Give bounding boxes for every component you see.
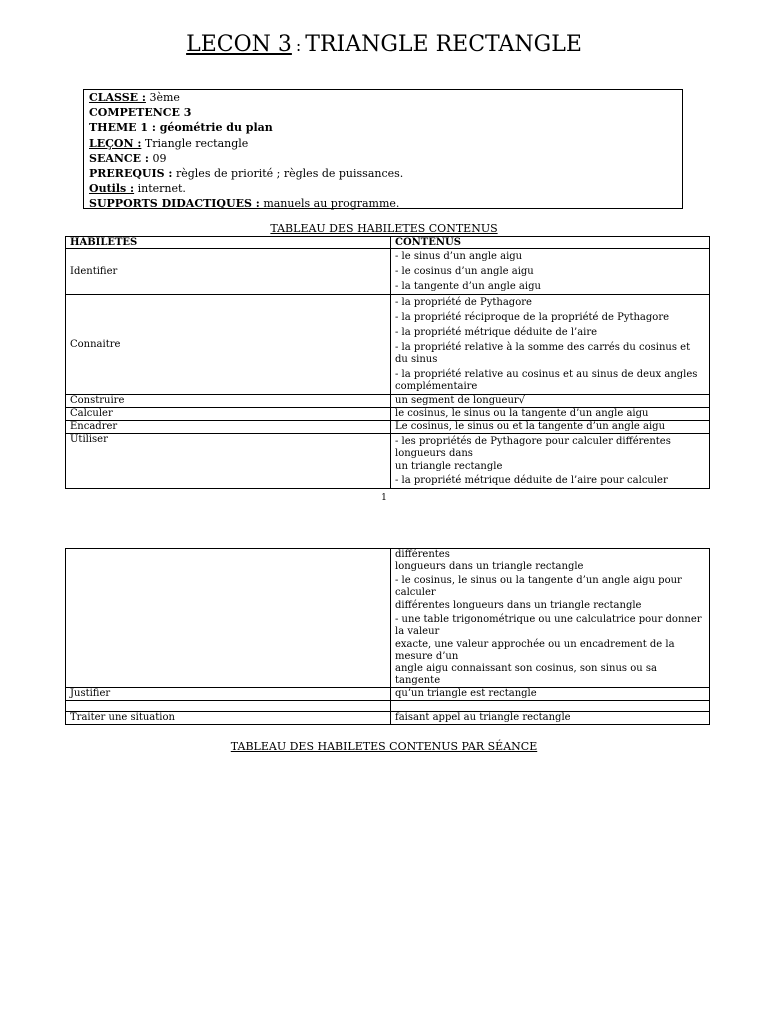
habilete-continuation [66, 549, 391, 688]
info-outils: Outils : internet. [89, 182, 186, 196]
info-supports: SUPPORTS DIDACTIQUES : manuels au programme. [89, 197, 400, 211]
table-row [66, 395, 710, 408]
info-competence: COMPETENCE 3 [89, 106, 192, 120]
table-row [66, 688, 710, 701]
empty-cell [391, 701, 710, 712]
title-separator: : [295, 36, 302, 55]
contenu-calculer: le cosinus, le sinus ou la tangente d’un angle aigu [391, 408, 710, 421]
lesson-subject: TRIANGLE RECTANGLE [305, 32, 582, 57]
table-row [66, 712, 710, 725]
table-header-row [66, 237, 710, 249]
contenu-justifier: qu’un triangle est rectangle [391, 688, 710, 701]
lesson-info-box [83, 89, 683, 209]
contenu-continuation: différentes longueurs dans un triangle rectangle - le cosinus, le sinus ou la tangente d’un angle aigu pour calculer différentes longueurs dans un triangle rectangle - une table trigonométrique ou une calculatrice pour donner la valeur exacte, une valeur approchée ou un encadrement de la mesure d’un angle aigu connaissant son cosinus, son sinus ou sa tangente [391, 549, 710, 688]
empty-cell [66, 701, 391, 712]
table1-caption: TABLEAU DES HABILETES CONTENUS [270, 222, 498, 235]
habilete-justifier: Justifier [66, 688, 391, 701]
info-lecon: LEÇON : Triangle rectangle [89, 136, 249, 150]
header-habiletes: HABILETES [66, 237, 391, 249]
table-row [66, 408, 710, 421]
lesson-title [0, 32, 768, 57]
table3-caption: TABLEAU DES HABILETES CONTENUS PAR SÉANCE [230, 740, 538, 753]
info-prerequis: PREREQUIS : règles de priorité ; règles de puissances. [89, 167, 404, 181]
lesson-number: LECON 3 [186, 32, 292, 57]
page-number: 1 [381, 493, 387, 503]
info-theme: THEME 1 : géométrie du plan [89, 121, 273, 135]
contenu-traiter: faisant appel au triangle rectangle [391, 712, 710, 725]
table-row [66, 549, 710, 688]
contenu-connaitre: - la propriété de Pythagore - la propriété réciproque de la propriété de Pythagore - la propriété métrique déduite de l’aire - la propriété relative à la somme des carrés du cosinus et du sinus - la propriété relative au cosinus et au sinus de deux angles complémentaire [391, 295, 710, 395]
contenu-encadrer: Le cosinus, le sinus ou et la tangente d’un angle aigu [391, 421, 710, 434]
table-row [66, 295, 710, 395]
habilete-identifier: Identifier [66, 249, 391, 295]
habilete-encadrer: Encadrer [66, 421, 391, 434]
table-row [66, 421, 710, 434]
header-contenus: CONTENUS [391, 237, 710, 249]
table-row [66, 701, 710, 712]
contenu-utiliser: - les propriétés de Pythagore pour calculer différentes longueurs dans un triangle rectangle - la propriété métrique déduite de l’aire pour calculer [391, 434, 710, 489]
contenu-identifier: - le sinus d’un angle aigu - le cosinus d’un angle aigu - la tangente d’un angle aigu [391, 249, 710, 295]
habilete-calculer: Calculer [66, 408, 391, 421]
habilete-traiter: Traiter une situation [66, 712, 391, 725]
contenu-construire: un segment de longueur√ [391, 395, 710, 408]
info-seance: SEANCE : 09 [89, 151, 167, 165]
info-classe: CLASSE : 3ème [89, 91, 180, 104]
habilete-construire: Construire [66, 395, 391, 408]
habilete-utiliser: Utiliser [66, 434, 391, 489]
habilete-connaitre: Connaitre [66, 295, 391, 395]
table-row [66, 434, 710, 489]
table-row [66, 249, 710, 295]
habiletes-table [65, 236, 710, 489]
habiletes-table-continued [65, 548, 710, 725]
